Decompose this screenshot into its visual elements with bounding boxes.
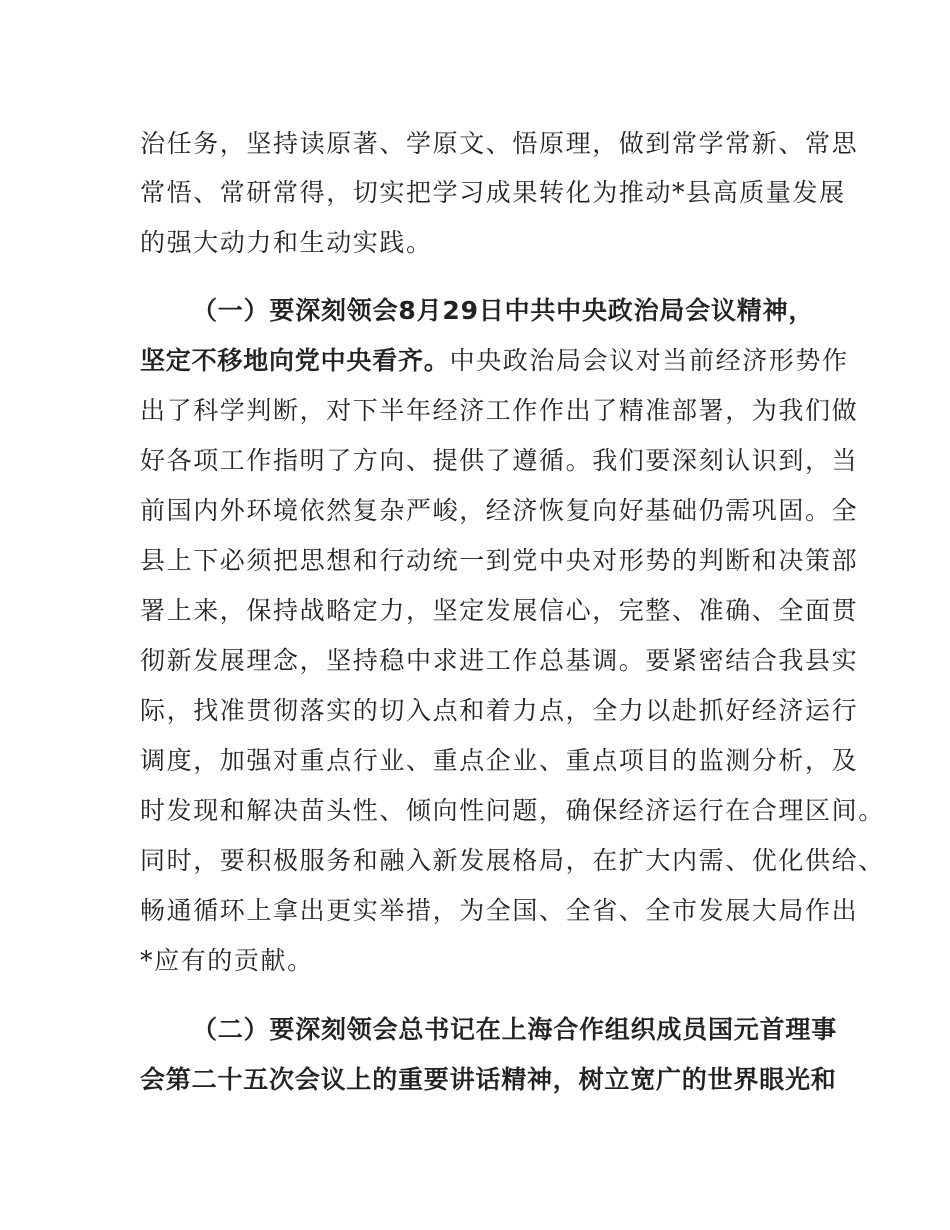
section-1-heading-line-2: [140, 346, 849, 376]
intro-line-3: 的强大动力和生动实践。: [140, 228, 433, 257]
section-1-body-line: 县上下必须把思想和行动统一到党中央对形势的判断和决策部: [140, 546, 859, 575]
section-1-body-line: 时发现和解决苗头性、倾向性问题，确保经济运行在合理区间。: [140, 796, 885, 825]
section-1-heading-rest: 中央政治局会议对当前经济形势作: [449, 346, 849, 375]
section-1-body-line: 畅通循环上拿出更实举措，为全国、全省、全市发展大局作出: [140, 896, 859, 925]
section-1-body-line: 出了科学判断，对下半年经济工作作出了精准部署，为我们做: [140, 396, 859, 425]
section-1-body-line: *应有的贡献。: [140, 946, 314, 975]
section-1-body-line: 同时，要积极服务和融入新发展格局，在扩大内需、优化供给、: [140, 846, 885, 875]
section-2-heading-line-2: 会第二十五次会议上的重要讲话精神，树立宽广的世界眼光和: [140, 1065, 837, 1094]
section-1-body-line: 前国内外环境依然复杂严峻，经济恢复向好基础仍需巩固。全: [140, 496, 859, 525]
section-1-heading-emphasis: 坚定不移地向党中央看齐。: [140, 346, 450, 375]
section-1-body-line: 彻新发展理念，坚持稳中求进工作总基调。要紧密结合我县实: [140, 646, 859, 675]
section-1-heading-line-1: （一）要深刻领会8月29日中共中央政治局会议精神，: [192, 296, 815, 325]
intro-line-2: 常悟、常研常得，切实把学习成果转化为推动*县高质量发展: [140, 178, 846, 207]
section-2-heading-line-1: （二）要深刻领会总书记在上海合作组织成员国元首理事: [192, 1015, 838, 1044]
section-1-body-line: 调度，加强对重点行业、重点企业、重点项目的监测分析，及: [140, 746, 859, 775]
section-1-body-line: 署上来，保持战略定力，坚定发展信心，完整、准确、全面贯: [140, 596, 859, 625]
intro-line-1: 治任务，坚持读原著、学原文、悟原理，做到常学常新、常思: [140, 129, 859, 158]
section-1-body-line: 际，找准贯彻落实的切入点和着力点，全力以赴抓好经济运行: [140, 696, 859, 725]
section-1-body-line: 好各项工作指明了方向、提供了遵循。我们要深刻认识到，当: [140, 446, 859, 475]
